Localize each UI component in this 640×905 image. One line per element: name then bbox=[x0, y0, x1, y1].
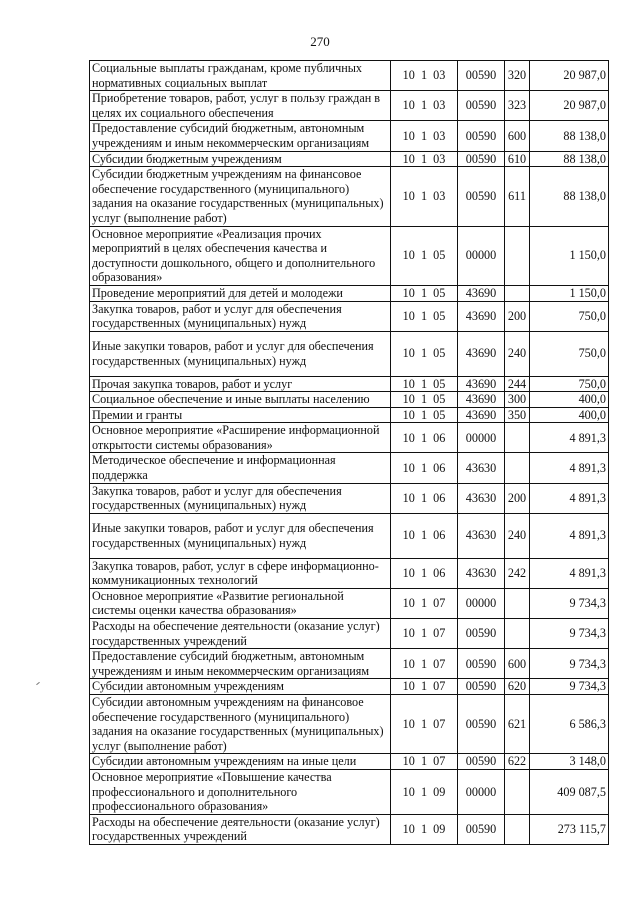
row-name: Основное мероприятие «Развитие региональной системы оценки качества образования» bbox=[90, 588, 391, 618]
row-subcode: 43690 bbox=[458, 392, 505, 408]
table-row bbox=[90, 679, 609, 695]
row-expense-kind: 240 bbox=[505, 513, 530, 558]
row-amount: 20 987,0 bbox=[530, 61, 609, 91]
row-code: 10 1 05 bbox=[391, 392, 458, 408]
row-expense-kind bbox=[505, 588, 530, 618]
row-name: Иные закупки товаров, работ и услуг для обеспечения государственных (муниципальных) нужд bbox=[90, 513, 391, 558]
row-subcode: 43690 bbox=[458, 331, 505, 376]
row-code: 10 1 07 bbox=[391, 649, 458, 679]
row-code: 10 1 06 bbox=[391, 423, 458, 453]
row-code: 10 1 06 bbox=[391, 558, 458, 588]
table-row bbox=[90, 285, 609, 301]
row-amount: 9 734,3 bbox=[530, 649, 609, 679]
row-name: Иные закупки товаров, работ и услуг для обеспечения государственных (муниципальных) нужд bbox=[90, 331, 391, 376]
row-expense-kind bbox=[505, 619, 530, 649]
row-code: 10 1 05 bbox=[391, 407, 458, 423]
row-name: Методическое обеспечение и информационная поддержка bbox=[90, 453, 391, 483]
row-expense-kind bbox=[505, 226, 530, 285]
row-name: Предоставление субсидий бюджетным, автономным учреждениям и иным некоммерческим организациям bbox=[90, 649, 391, 679]
row-name: Основное мероприятие «Расширение информационной открытости системы образования» bbox=[90, 423, 391, 453]
row-name: Расходы на обеспечение деятельности (оказание услуг) государственных учреждений bbox=[90, 619, 391, 649]
page-number: 270 bbox=[310, 34, 330, 49]
row-code: 10 1 07 bbox=[391, 619, 458, 649]
row-name: Субсидии автономным учреждениям bbox=[90, 679, 391, 695]
row-amount: 3 148,0 bbox=[530, 754, 609, 770]
row-expense-kind: 244 bbox=[505, 376, 530, 392]
row-code: 10 1 07 bbox=[391, 679, 458, 695]
row-subcode: 00590 bbox=[458, 814, 505, 844]
row-name: Проведение мероприятий для детей и молодежи bbox=[90, 285, 391, 301]
row-amount: 6 586,3 bbox=[530, 695, 609, 754]
scan-mark bbox=[36, 682, 40, 685]
row-subcode: 43690 bbox=[458, 301, 505, 331]
row-amount: 409 087,5 bbox=[530, 769, 609, 814]
row-amount: 750,0 bbox=[530, 301, 609, 331]
row-name: Закупка товаров, работ и услуг для обеспечения государственных (муниципальных) нужд bbox=[90, 483, 391, 513]
row-code: 10 1 05 bbox=[391, 331, 458, 376]
row-expense-kind: 610 bbox=[505, 151, 530, 167]
row-expense-kind bbox=[505, 769, 530, 814]
row-amount: 20 987,0 bbox=[530, 91, 609, 121]
row-name: Предоставление субсидий бюджетным, автономным учреждениям и иным некоммерческим организациям bbox=[90, 121, 391, 151]
table-row bbox=[90, 376, 609, 392]
row-expense-kind bbox=[505, 814, 530, 844]
row-subcode: 43690 bbox=[458, 285, 505, 301]
row-subcode: 43690 bbox=[458, 407, 505, 423]
row-expense-kind: 320 bbox=[505, 61, 530, 91]
table-row bbox=[90, 649, 609, 679]
row-name: Субсидии автономным учреждениям на иные цели bbox=[90, 754, 391, 770]
row-subcode: 43630 bbox=[458, 513, 505, 558]
row-subcode: 00590 bbox=[458, 91, 505, 121]
row-expense-kind: 242 bbox=[505, 558, 530, 588]
row-subcode: 43690 bbox=[458, 376, 505, 392]
row-name: Субсидии бюджетным учреждениям bbox=[90, 151, 391, 167]
row-amount: 1 150,0 bbox=[530, 226, 609, 285]
row-amount: 9 734,3 bbox=[530, 588, 609, 618]
table-row bbox=[90, 151, 609, 167]
table-row bbox=[90, 301, 609, 331]
row-code: 10 1 05 bbox=[391, 285, 458, 301]
row-amount: 400,0 bbox=[530, 392, 609, 408]
row-code: 10 1 03 bbox=[391, 167, 458, 226]
row-amount: 750,0 bbox=[530, 376, 609, 392]
row-amount: 88 138,0 bbox=[530, 121, 609, 151]
table-row bbox=[90, 392, 609, 408]
row-amount: 4 891,3 bbox=[530, 558, 609, 588]
row-code: 10 1 09 bbox=[391, 769, 458, 814]
row-subcode: 00590 bbox=[458, 754, 505, 770]
row-code: 10 1 05 bbox=[391, 226, 458, 285]
row-expense-kind: 600 bbox=[505, 121, 530, 151]
row-name: Прочая закупка товаров, работ и услуг bbox=[90, 376, 391, 392]
row-code: 10 1 07 bbox=[391, 695, 458, 754]
budget-table bbox=[89, 60, 609, 845]
row-amount: 4 891,3 bbox=[530, 513, 609, 558]
row-name: Субсидии бюджетным учреждениям на финансовое обеспечение государственного (муниципального) задания на оказание государственных (муниципальных) услуг (выполнение работ) bbox=[90, 167, 391, 226]
row-expense-kind bbox=[505, 285, 530, 301]
row-name: Субсидии автономным учреждениям на финансовое обеспечение государственного (муниципального) задания на оказание государственных (муниципальных) услуг (выполнение работ) bbox=[90, 695, 391, 754]
row-name: Социальное обеспечение и иные выплаты населению bbox=[90, 392, 391, 408]
row-amount: 9 734,3 bbox=[530, 619, 609, 649]
row-expense-kind: 620 bbox=[505, 679, 530, 695]
table-row bbox=[90, 695, 609, 754]
row-code: 10 1 06 bbox=[391, 513, 458, 558]
row-subcode: 00000 bbox=[458, 588, 505, 618]
row-name: Закупка товаров, работ и услуг для обеспечения государственных (муниципальных) нужд bbox=[90, 301, 391, 331]
row-subcode: 00000 bbox=[458, 769, 505, 814]
table-row bbox=[90, 226, 609, 285]
row-subcode: 43630 bbox=[458, 558, 505, 588]
table-row bbox=[90, 754, 609, 770]
row-amount: 750,0 bbox=[530, 331, 609, 376]
table-row bbox=[90, 453, 609, 483]
table-row bbox=[90, 513, 609, 558]
table-row bbox=[90, 61, 609, 91]
row-amount: 88 138,0 bbox=[530, 151, 609, 167]
table-row bbox=[90, 167, 609, 226]
row-expense-kind: 200 bbox=[505, 483, 530, 513]
row-expense-kind: 300 bbox=[505, 392, 530, 408]
table-row bbox=[90, 769, 609, 814]
row-code: 10 1 06 bbox=[391, 453, 458, 483]
row-code: 10 1 09 bbox=[391, 814, 458, 844]
row-subcode: 00590 bbox=[458, 649, 505, 679]
row-expense-kind: 323 bbox=[505, 91, 530, 121]
row-code: 10 1 05 bbox=[391, 376, 458, 392]
row-subcode: 00000 bbox=[458, 226, 505, 285]
row-code: 10 1 07 bbox=[391, 588, 458, 618]
row-code: 10 1 07 bbox=[391, 754, 458, 770]
row-code: 10 1 03 bbox=[391, 151, 458, 167]
row-expense-kind: 200 bbox=[505, 301, 530, 331]
table-row bbox=[90, 423, 609, 453]
row-expense-kind: 622 bbox=[505, 754, 530, 770]
table-row bbox=[90, 588, 609, 618]
row-expense-kind: 611 bbox=[505, 167, 530, 226]
row-amount: 9 734,3 bbox=[530, 679, 609, 695]
row-subcode: 00590 bbox=[458, 151, 505, 167]
row-amount: 273 115,7 bbox=[530, 814, 609, 844]
row-subcode: 00590 bbox=[458, 167, 505, 226]
table-row bbox=[90, 619, 609, 649]
row-expense-kind: 350 bbox=[505, 407, 530, 423]
row-amount: 4 891,3 bbox=[530, 423, 609, 453]
row-subcode: 43630 bbox=[458, 483, 505, 513]
table-row bbox=[90, 331, 609, 376]
table-row bbox=[90, 814, 609, 844]
row-expense-kind: 240 bbox=[505, 331, 530, 376]
row-name: Премии и гранты bbox=[90, 407, 391, 423]
row-amount: 1 150,0 bbox=[530, 285, 609, 301]
row-amount: 4 891,3 bbox=[530, 483, 609, 513]
table-row bbox=[90, 558, 609, 588]
row-expense-kind bbox=[505, 423, 530, 453]
row-subcode: 43630 bbox=[458, 453, 505, 483]
row-subcode: 00590 bbox=[458, 61, 505, 91]
row-name: Закупка товаров, работ, услуг в сфере информационно-коммуникационных технологий bbox=[90, 558, 391, 588]
row-name: Основное мероприятие «Повышение качества профессионального и дополнительного профессионального образования» bbox=[90, 769, 391, 814]
table-row bbox=[90, 121, 609, 151]
row-name: Приобретение товаров, работ, услуг в пользу граждан в целях их социального обеспечения bbox=[90, 91, 391, 121]
row-code: 10 1 03 bbox=[391, 91, 458, 121]
row-amount: 88 138,0 bbox=[530, 167, 609, 226]
table-row bbox=[90, 91, 609, 121]
row-code: 10 1 05 bbox=[391, 301, 458, 331]
row-code: 10 1 03 bbox=[391, 61, 458, 91]
table-row bbox=[90, 483, 609, 513]
row-subcode: 00000 bbox=[458, 423, 505, 453]
row-expense-kind bbox=[505, 453, 530, 483]
row-code: 10 1 06 bbox=[391, 483, 458, 513]
row-subcode: 00590 bbox=[458, 121, 505, 151]
row-expense-kind: 600 bbox=[505, 649, 530, 679]
row-name: Основное мероприятие «Реализация прочих мероприятий в целях обеспечения качества и доступности дошкольного, общего и дополнительного образования» bbox=[90, 226, 391, 285]
row-amount: 400,0 bbox=[530, 407, 609, 423]
row-expense-kind: 621 bbox=[505, 695, 530, 754]
row-name: Расходы на обеспечение деятельности (оказание услуг) государственных учреждений bbox=[90, 814, 391, 844]
budget-table-body bbox=[90, 61, 609, 845]
row-subcode: 00590 bbox=[458, 679, 505, 695]
table-row bbox=[90, 407, 609, 423]
row-amount: 4 891,3 bbox=[530, 453, 609, 483]
row-code: 10 1 03 bbox=[391, 121, 458, 151]
row-subcode: 00590 bbox=[458, 619, 505, 649]
row-subcode: 00590 bbox=[458, 695, 505, 754]
row-name: Социальные выплаты гражданам, кроме публичных нормативных социальных выплат bbox=[90, 61, 391, 91]
